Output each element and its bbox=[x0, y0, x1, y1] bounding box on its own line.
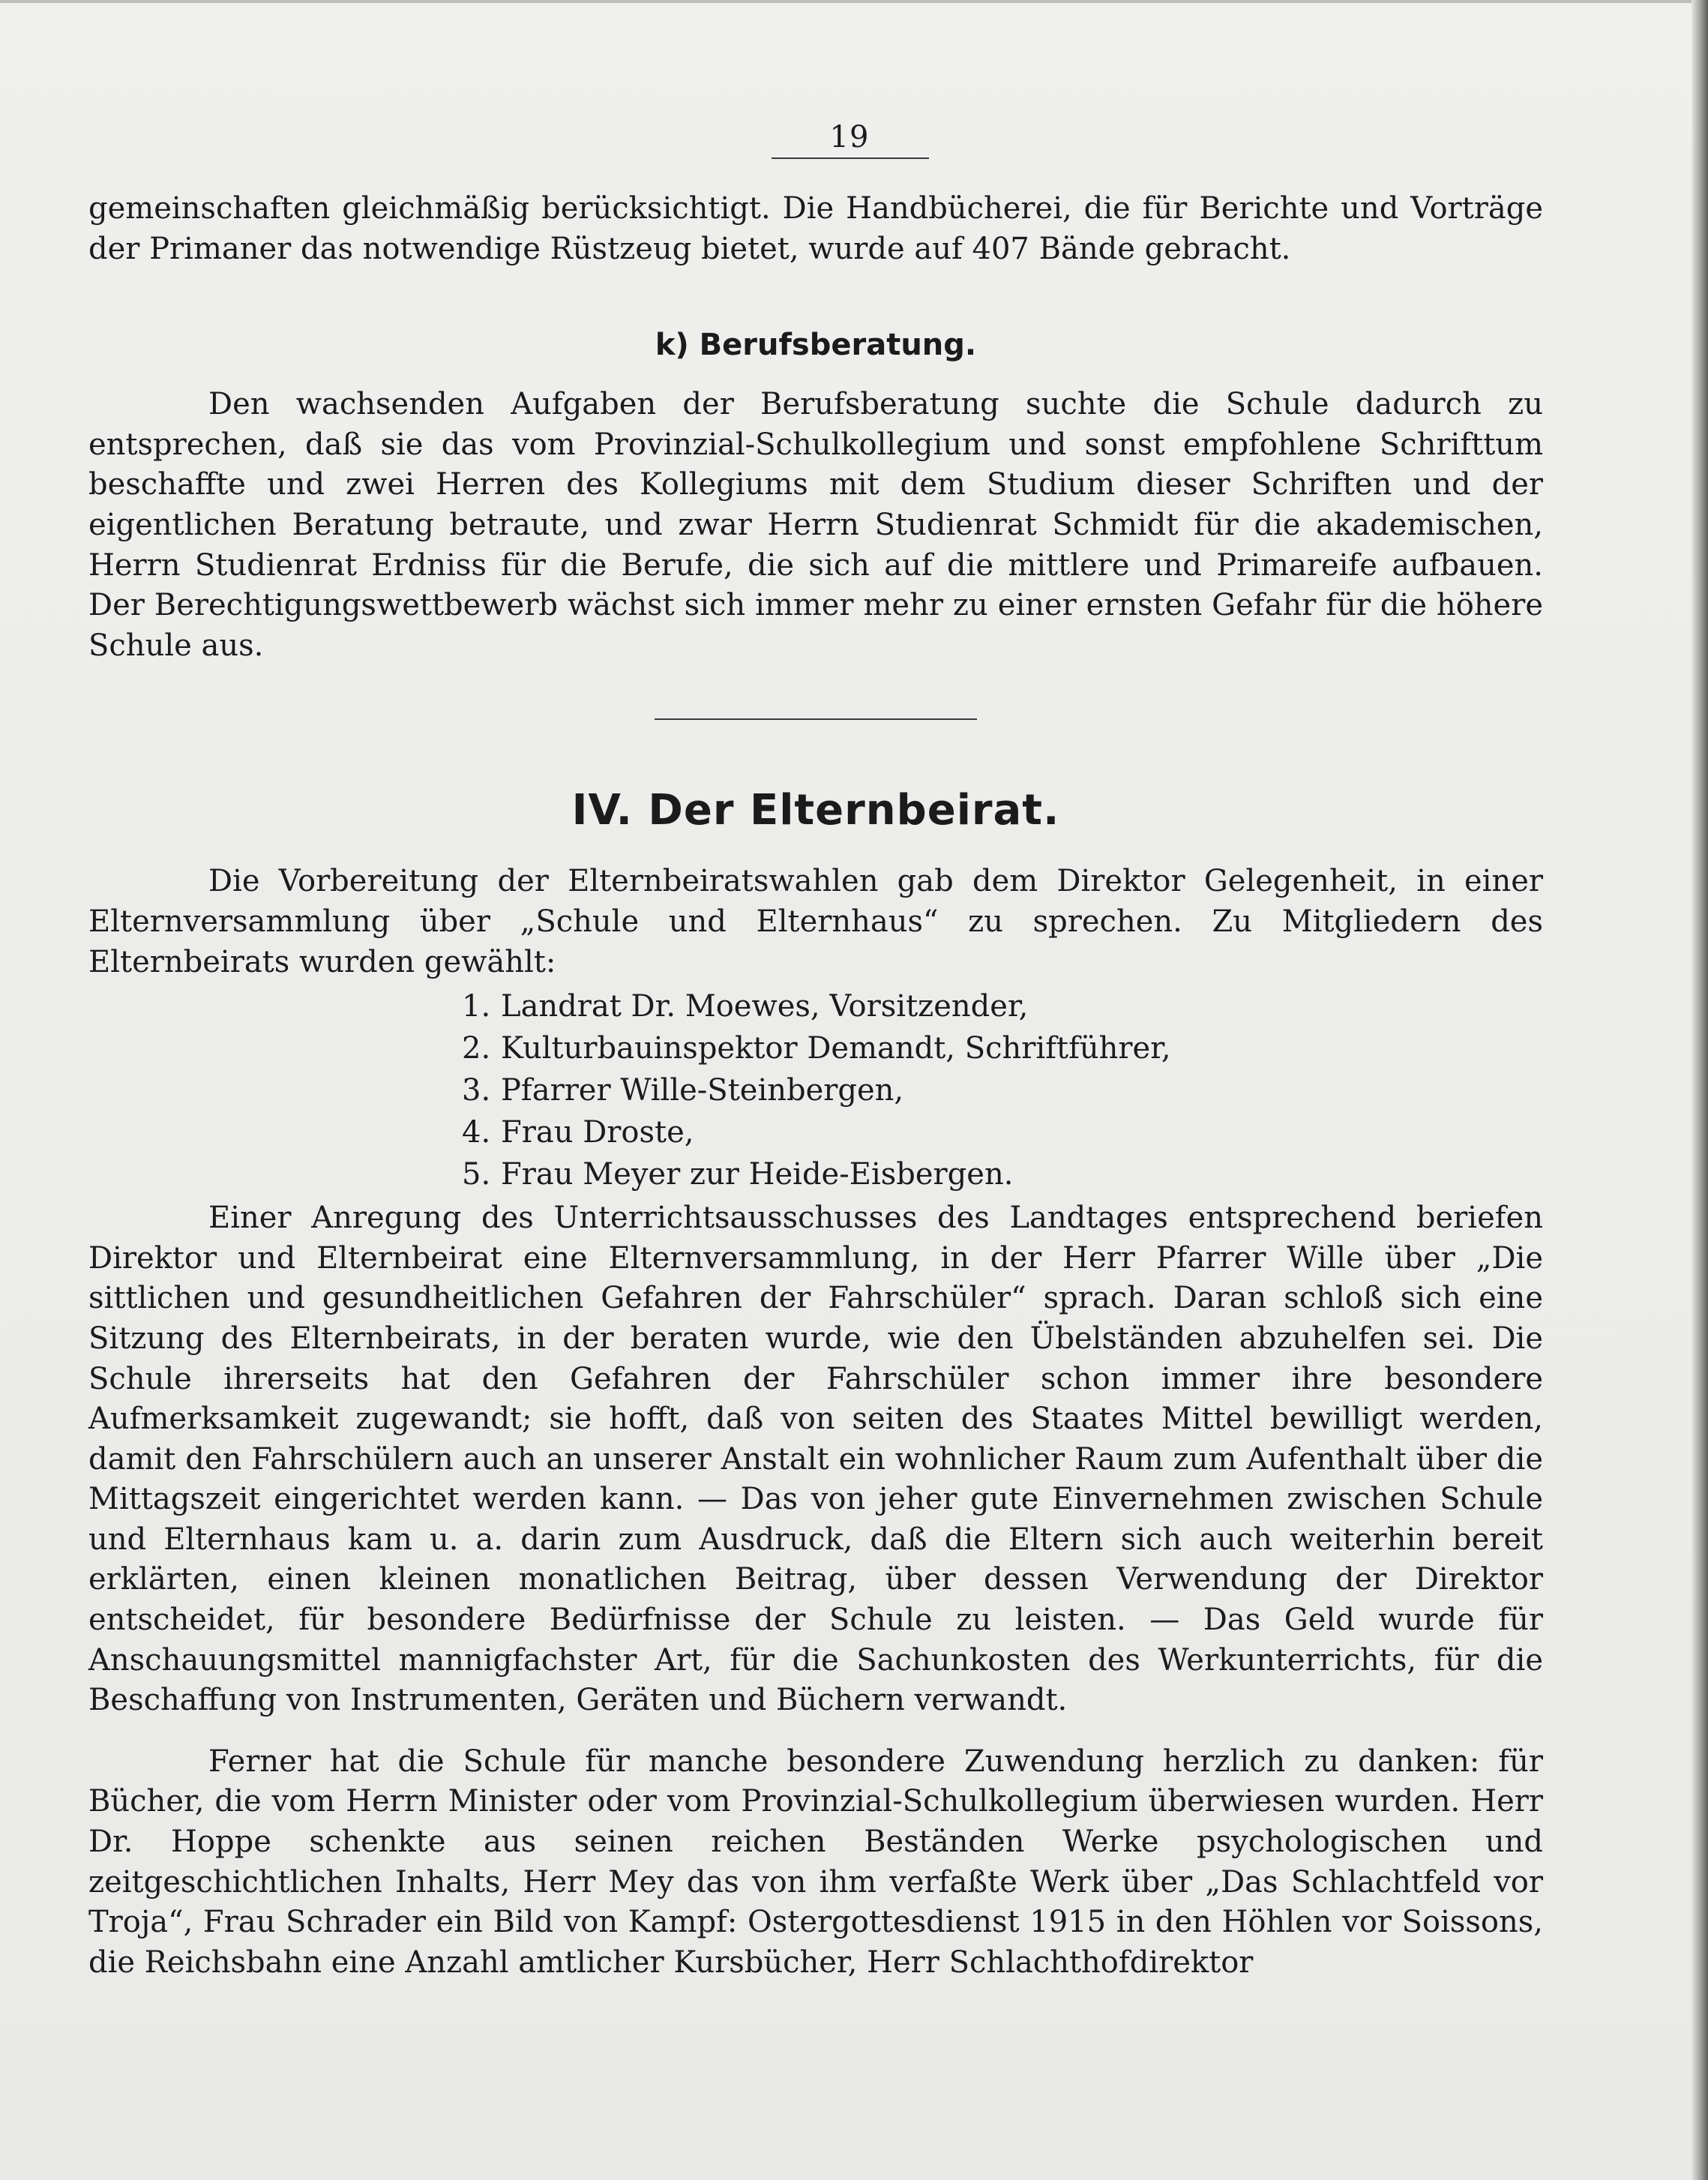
page-number-rule bbox=[772, 157, 929, 159]
list-item-number: 4. bbox=[462, 1115, 491, 1150]
section-heading-berufsberatung: k) Berufsberatung. bbox=[655, 328, 977, 363]
list-item bbox=[462, 1153, 1543, 1195]
section-divider bbox=[655, 718, 977, 720]
list-item bbox=[462, 1069, 1543, 1111]
elternbeirat-intro-paragraph: Die Vorbereitung der Elternbeiratswahlen gab dem Direktor Gelegenheit, in einer Elternversammlung über „Schule und Elternhaus“ zu sprechen. Zu Mitgliedern des Elternbeirats wurden gewählt: bbox=[88, 864, 1543, 979]
scan-right-edge bbox=[1692, 0, 1708, 2180]
list-item bbox=[462, 1111, 1543, 1153]
list-item-number: 2. bbox=[462, 1031, 491, 1066]
list-item-number: 5. bbox=[462, 1157, 491, 1192]
intro-paragraph: gemeinschaften gleichmäßig berücksichtigt. Die Handbücherei, die für Berichte und Vorträge der Primaner das notwendige Rüstzeug bietet, wurde auf 407 Bände gebracht. bbox=[88, 191, 1543, 266]
page-content bbox=[88, 120, 1543, 1983]
member-list bbox=[88, 985, 1543, 1195]
list-item-text: Pfarrer Wille-Steinbergen, bbox=[501, 1073, 904, 1108]
page-number: 19 bbox=[829, 120, 870, 154]
list-item-text: Kulturbauinspektor Demandt, Schriftführer, bbox=[501, 1031, 1171, 1066]
zuwendungen-paragraph: Ferner hat die Schule für manche besondere Zuwendung herzlich zu danken: für Bücher, die vom Herrn Minister oder vom Provinzial-Schulkollegium überwiesen wurden. Herr Dr. Hoppe schenkte aus seinen reichen Beständen Werke psychologischen und zeitgeschichtlichen Inhalts, Herr Mey das von ihm verfaßte Werk über „Das Schlachtfeld vor Troja“, Frau Schrader ein Bild von Kampf: Ostergottesdienst 1915 in den Höhlen vor Soissons, die Reichsbahn eine Anzahl amtlicher Kursbücher, Herr Schlachthofdirektor bbox=[88, 1744, 1543, 1980]
list-item-number: 3. bbox=[462, 1073, 491, 1108]
berufsberatung-paragraph: Den wachsenden Aufgaben der Berufsberatung suchte die Schule dadurch zu entsprechen, daß sie das vom Provinzial-Schulkollegium und sonst empfohlene Schrifttum beschaffte und zwei Herren des Kollegiums mit dem Studium dieser Schriften und der eigentlichen Beratung betraute, und zwar Herrn Studienrat Schmidt für die akademischen, Herrn Studienrat Erdniss für die Berufe, die sich auf die mittlere und Primareife aufbauen. Der Berechtigungswettbewerb wächst sich immer mehr zu einer ernsten Gefahr für die höhere Schule aus. bbox=[88, 387, 1543, 663]
list-item bbox=[462, 1027, 1543, 1069]
scan-top-edge bbox=[0, 0, 1708, 3]
chapter-heading-elternbeirat: IV. Der Elternbeirat. bbox=[571, 786, 1060, 835]
list-item-number: 1. bbox=[462, 989, 491, 1024]
list-item bbox=[462, 985, 1543, 1027]
elternversammlung-paragraph: Einer Anregung des Unterrichtsausschusses des Landtages entsprechend beriefen Direktor und Elternbeirat eine Elternversammlung, in der Herr Pfarrer Wille über „Die sittlichen und gesundheitlichen Gefahren der Fahrschüler“ sprach. Daran schloß sich eine Sitzung des Elternbeirats, in der beraten wurde, wie den Übelständen abzuhelfen sei. Die Schule ihrerseits hat den Gefahren der Fahrschüler schon immer ihre besondere Aufmerksamkeit zugewandt; sie hofft, daß von seiten des Staates Mittel bewilligt werden, damit den Fahrschülern auch an unserer Anstalt ein wohnlicher Raum zum Aufenthalt über die Mittagszeit eingerichtet werden kann. — Das von jeher gute Einvernehmen zwischen Schule und Elternhaus kam u. a. darin zum Ausdruck, daß die Eltern sich auch weiterhin bereit erklärten, einen kleinen monatlichen Beitrag, über dessen Verwendung der Direktor entscheidet, für besondere Bedürfnisse der Schule zu leisten. — Das Geld wurde für Anschauungsmittel mannigfachster Art, für die Sachunkosten des Werkunterrichts, für die Beschaffung von Instrumenten, Geräten und Büchern verwandt. bbox=[88, 1201, 1543, 1718]
list-item-text: Frau Meyer zur Heide-Eisbergen. bbox=[501, 1157, 1014, 1192]
list-item-text: Frau Droste, bbox=[501, 1115, 694, 1150]
list-item-text: Landrat Dr. Moewes, Vorsitzender, bbox=[501, 989, 1029, 1024]
